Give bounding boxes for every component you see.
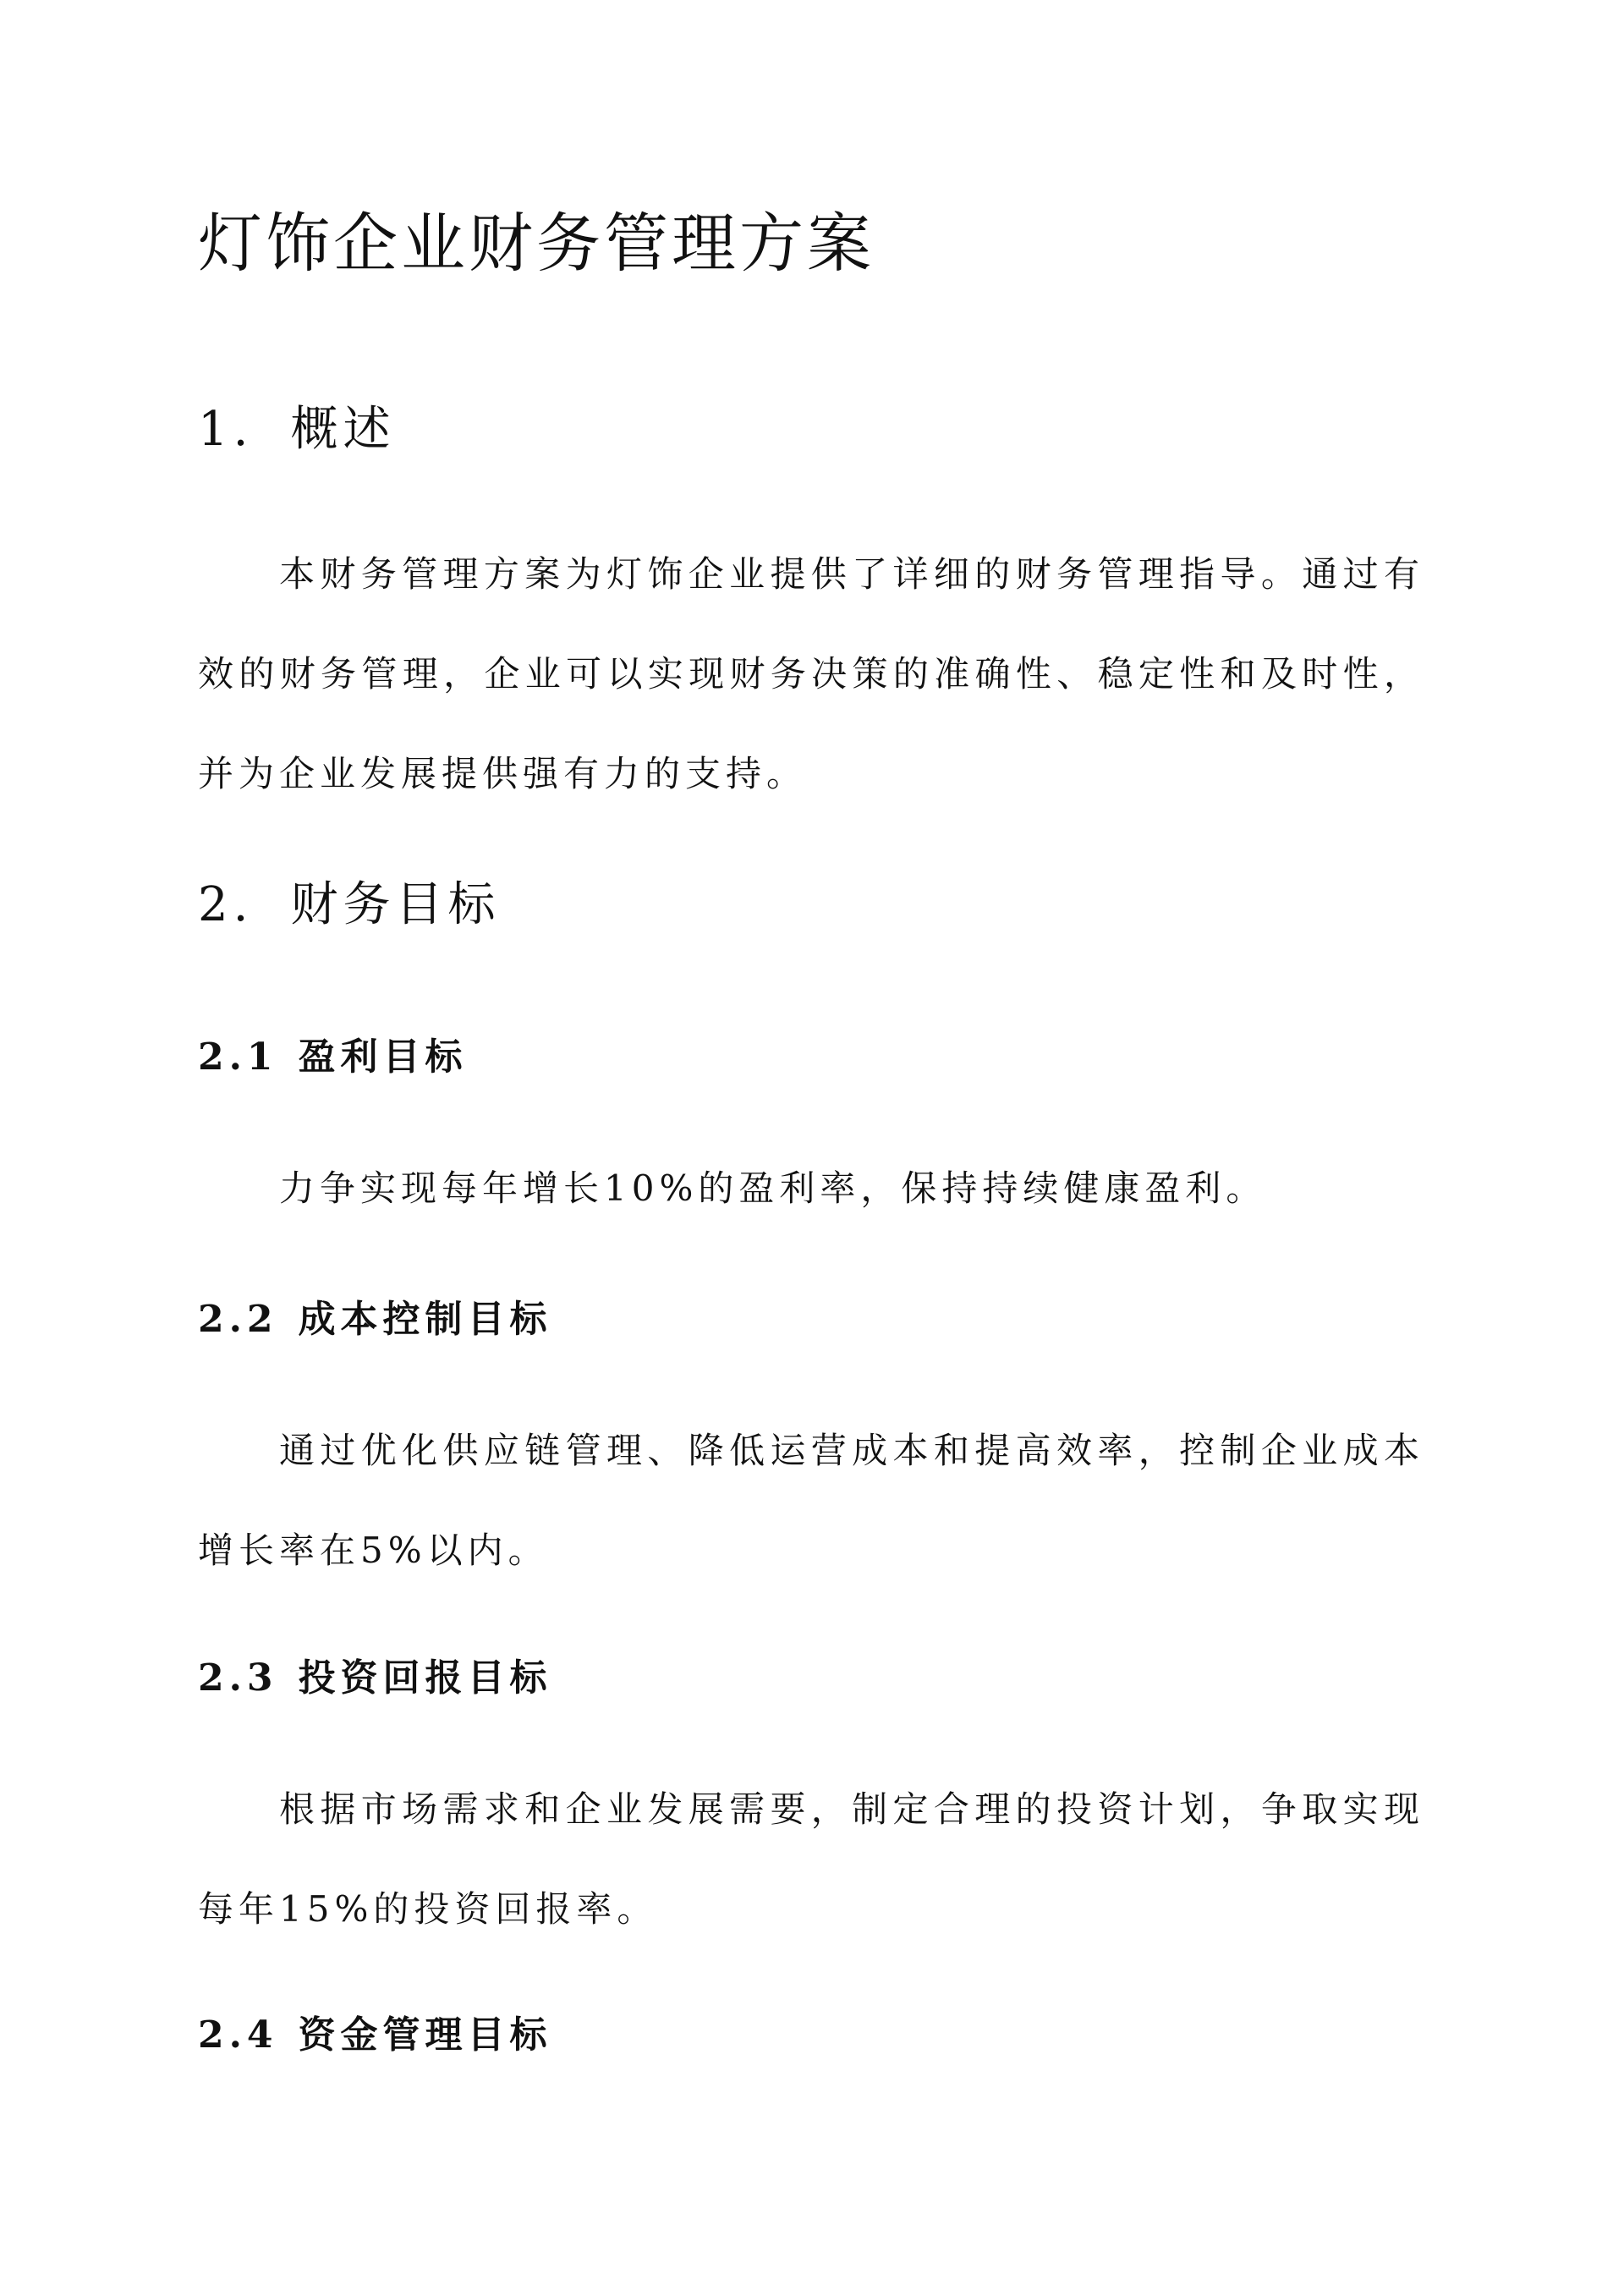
section-title: 财务目标 [290,877,501,932]
cost-control-paragraph: 通过优化供应链管理、降低运营成本和提高效率，控制企业成本增长率在5%以内。 [198,1430,1424,1571]
subsection-heading-investment-return [198,1651,552,1706]
subsection-number: 2.2 [198,1298,278,1341]
subsection-heading-fund-management [198,2008,552,2063]
section-number: 1. [198,402,254,457]
subsection-number: 2.3 [198,1656,278,1700]
section-title: 概述 [290,402,396,457]
subsection-title: 成本控制目标 [298,1298,552,1341]
subsection-number: 2.4 [198,2013,278,2057]
overview-paragraph: 本财务管理方案为灯饰企业提供了详细的财务管理指导。通过有效的财务管理，企业可以实现财务决策的准确性、稳定性和及时性，并为企业发展提供强有力的支持。 [198,553,1424,794]
section-heading-overview [198,396,395,464]
subsection-heading-cost-control [198,1293,552,1347]
subsection-title: 投资回报目标 [298,1656,552,1700]
section-number: 2. [198,877,254,932]
investment-return-paragraph: 根据市场需求和企业发展需要，制定合理的投资计划，争取实现每年15%的投资回报率。 [198,1788,1424,1930]
subsection-title: 资金管理目标 [298,2013,552,2057]
subsection-heading-profit [198,1030,468,1085]
section-heading-financial-goals [198,871,500,939]
profit-paragraph: 力争实现每年增长10%的盈利率，保持持续健康盈利。 [279,1167,1267,1209]
subsection-title: 盈利目标 [298,1035,468,1079]
subsection-number: 2.1 [198,1035,278,1079]
document-title: 灯饰企业财务管理方案 [198,206,875,281]
